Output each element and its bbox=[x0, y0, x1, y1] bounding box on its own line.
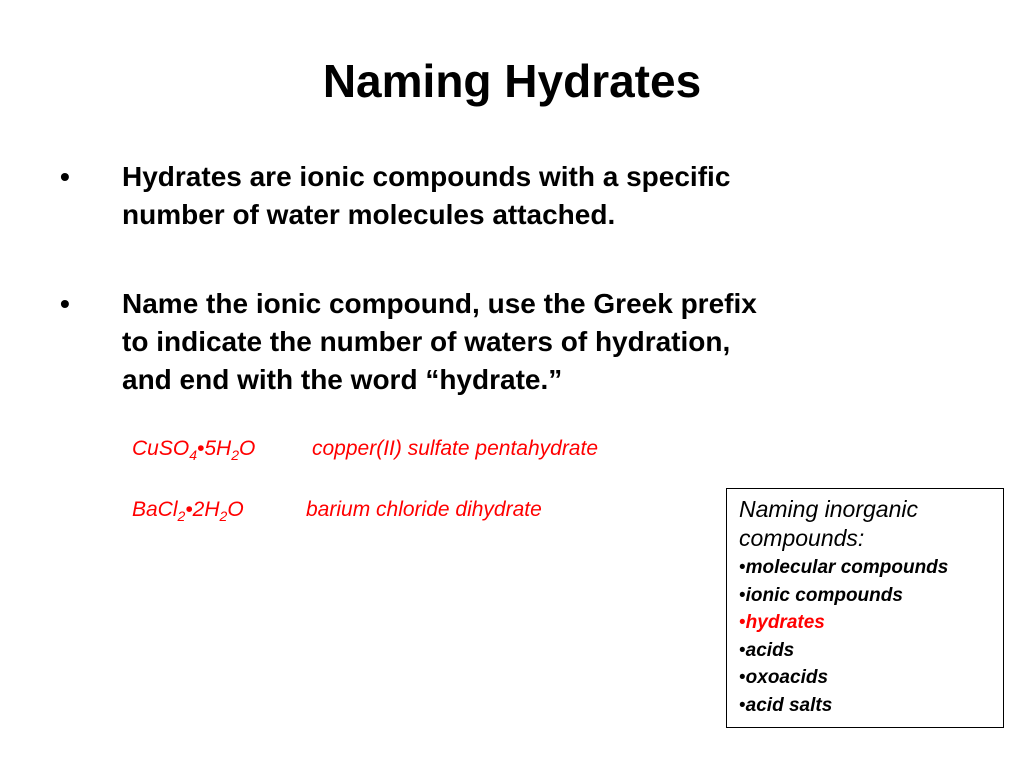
formula-part: O bbox=[238, 437, 256, 460]
list-bullet: • bbox=[739, 584, 746, 606]
topic-list bbox=[739, 554, 993, 719]
chemical-formula bbox=[132, 496, 244, 524]
list-bullet: • bbox=[739, 639, 746, 661]
list-bullet: • bbox=[739, 557, 746, 578]
bullet-line: Hydrates are ionic compounds with a specific bbox=[122, 161, 731, 192]
formula-part: •2H bbox=[185, 498, 220, 521]
formula-part: •5H bbox=[196, 437, 232, 460]
topic-label: acid salts bbox=[745, 694, 833, 716]
topic-list-item bbox=[739, 582, 993, 610]
topic-list-item bbox=[739, 609, 993, 637]
bullet-text bbox=[122, 285, 922, 399]
compound-name: barium chloride dihydrate bbox=[306, 498, 542, 521]
formula-part: BaCl bbox=[132, 498, 178, 521]
bullet-line: and end with the word “hydrate.” bbox=[122, 364, 563, 395]
topic-label: molecular compounds bbox=[745, 557, 949, 578]
topic-label: oxoacids bbox=[745, 667, 829, 688]
bullet-line: to indicate the number of waters of hydration, bbox=[122, 326, 731, 357]
list-bullet: • bbox=[739, 612, 746, 633]
list-bullet: • bbox=[739, 694, 746, 716]
bullet-text bbox=[122, 158, 922, 234]
box-heading-line: compounds: bbox=[739, 525, 865, 551]
box-heading-line: Naming inorganic bbox=[739, 496, 918, 522]
topic-label: acids bbox=[745, 639, 795, 661]
topic-list-item bbox=[739, 664, 993, 692]
topic-label: ionic compounds bbox=[745, 584, 903, 606]
slide-title: Naming Hydrates bbox=[322, 55, 702, 107]
formula-subscript: 2 bbox=[231, 447, 239, 463]
box-heading bbox=[739, 495, 993, 553]
topic-label: hydrates bbox=[745, 612, 825, 633]
hydrate-example-2 bbox=[132, 496, 542, 524]
list-bullet: • bbox=[739, 667, 746, 688]
formula-part: O bbox=[227, 498, 244, 521]
formula-part: CuSO bbox=[132, 437, 190, 460]
bullet-marker: • bbox=[60, 288, 70, 319]
topic-list-item bbox=[739, 554, 993, 582]
bullet-line: number of water molecules attached. bbox=[122, 199, 616, 230]
compound-name: copper(II) sulfate pentahydrate bbox=[312, 437, 599, 460]
bullet-marker: • bbox=[60, 161, 70, 192]
formula-subscript: 2 bbox=[219, 508, 228, 524]
formula-subscript: 4 bbox=[189, 447, 197, 463]
hydrate-example-1 bbox=[132, 435, 599, 463]
bullet-line: Name the ionic compound, use the Greek prefix bbox=[122, 288, 757, 319]
chemical-formula bbox=[132, 435, 255, 463]
topic-list-item bbox=[739, 692, 993, 720]
naming-topics-box bbox=[726, 488, 1004, 728]
topic-list-item bbox=[739, 637, 993, 665]
formula-subscript: 2 bbox=[177, 508, 186, 524]
